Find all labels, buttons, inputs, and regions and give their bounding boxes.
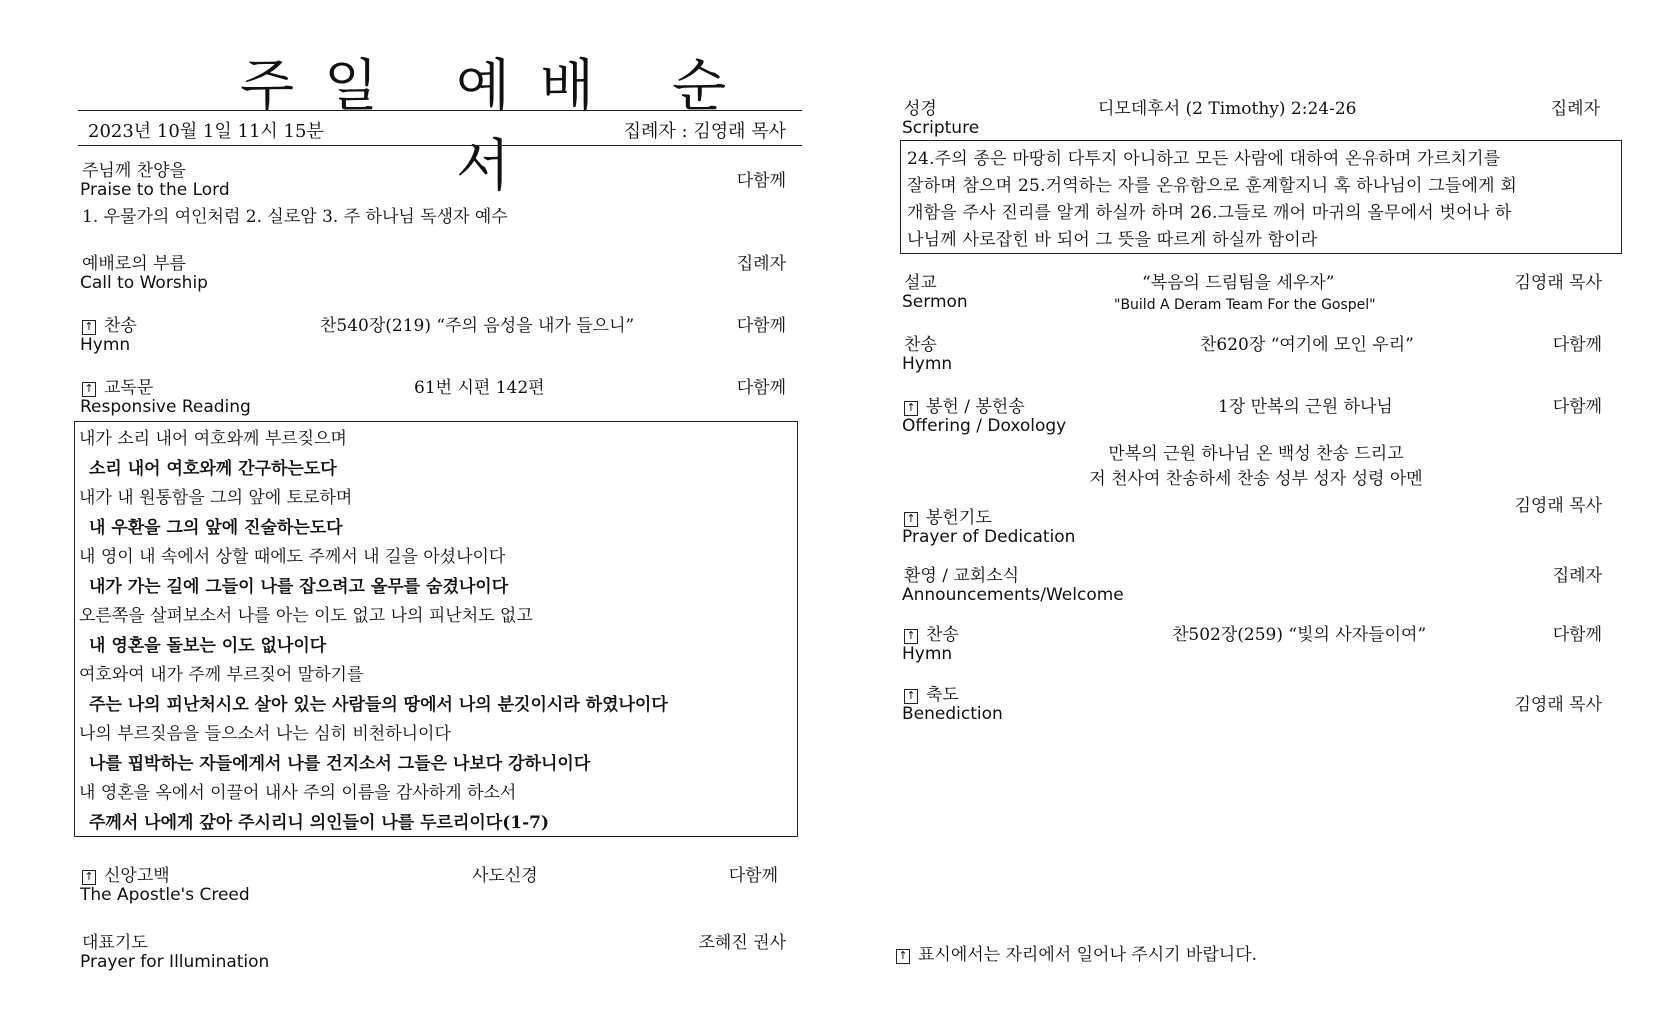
service-date: 2023년 10월 1일 11시 15분 — [88, 121, 324, 142]
reading-line: 나를 핍박하는 자들에게서 나를 건지소서 그들은 나보다 강하니이다 — [89, 754, 591, 774]
item-title-ko-text: 교독문 — [104, 378, 154, 398]
item-title-en: Praise to the Lord — [80, 180, 230, 200]
reading-line: 내가 가는 길에 그들이 나를 잡으려고 올무를 숨겼나이다 — [89, 577, 509, 597]
reading-line: 내 영혼을 돌보는 이도 없나이다 — [89, 636, 327, 656]
item-leader: 김영래 목사 — [1514, 695, 1602, 715]
reading-line: 내 영혼을 옥에서 이끌어 내사 주의 이름을 감사하게 하소서 — [79, 783, 517, 803]
standing-footnote — [896, 940, 1257, 965]
item-detail: 찬620장 “여기에 모인 우리” — [1200, 335, 1414, 355]
doxology-lyrics — [900, 442, 1612, 492]
item-title-ko: 찬송 — [904, 335, 937, 355]
item-title-ko-text: 봉헌기도 — [926, 508, 992, 528]
item-title-en: The Apostle's Creed — [80, 885, 250, 905]
item-title-ko: 주님께 찬양을 — [82, 161, 186, 181]
reading-line: 나의 부르짖음을 들으소서 나는 심히 비천하니이다 — [79, 724, 451, 744]
item-title-ko-text: 축도 — [926, 685, 959, 705]
item-title-ko: 설교 — [904, 273, 937, 293]
reading-line: 내가 내 원통함을 그의 앞에 토로하며 — [79, 488, 353, 508]
item-title-ko-text: 찬송 — [926, 625, 959, 645]
item-title-en: Benediction — [902, 704, 1003, 724]
item-title-en: Prayer for Illumination — [80, 952, 270, 972]
item-leader: 집례자 — [1552, 566, 1602, 586]
reading-line: 내 영이 내 속에서 상할 때에도 주께서 내 길을 아셨나이다 — [79, 547, 506, 567]
reading-line: 여호와여 내가 주께 부르짖어 말하기를 — [79, 665, 364, 685]
reading-line: 주는 나의 피난처시오 살아 있는 사람들의 땅에서 나의 분깃이시라 하였나이다 — [89, 695, 668, 715]
item-title-ko — [904, 508, 992, 528]
item-title-en: Responsive Reading — [80, 397, 251, 417]
up-arrow-box-icon: ↑ — [904, 401, 918, 416]
item-title-ko: 예배로의 부름 — [82, 254, 186, 274]
scripture-line: 24.주의 종은 마땅히 다투지 아니하고 모든 사람에 대하여 온유하며 가르치기를 — [907, 149, 1501, 169]
item-leader: 김영래 목사 — [1514, 496, 1602, 516]
footnote-text: 표시에서는 자리에서 일어나 주시기 바랍니다. — [918, 945, 1258, 965]
up-arrow-box-icon: ↑ — [904, 689, 918, 704]
reading-line: 오른쪽을 살펴보소서 나를 아는 이도 없고 나의 피난처도 없고 — [79, 606, 533, 626]
item-leader: 집례자 — [736, 254, 786, 274]
item-detail: 찬540장(219) “주의 음성을 내가 들으니” — [320, 316, 635, 336]
item-detail: 1장 만복의 근원 하나님 — [1218, 397, 1393, 417]
item-leader: 김영래 목사 — [1514, 273, 1602, 293]
up-arrow-box-icon: ↑ — [896, 949, 910, 964]
item-title-en: Sermon — [902, 292, 968, 312]
up-arrow-box-icon: ↑ — [904, 512, 918, 527]
item-title-ko-text: 신앙고백 — [104, 866, 170, 886]
item-detail: 61번 시편 142편 — [414, 378, 545, 398]
item-title-en: Scripture — [902, 118, 980, 138]
presider: 집례자 : 김영래 목사 — [623, 121, 786, 142]
item-title-ko-text: 봉헌 / 봉헌송 — [926, 397, 1025, 417]
item-title-ko — [904, 685, 959, 705]
item-title-en: Prayer of Dedication — [902, 527, 1076, 547]
item-leader: 다함께 — [1552, 625, 1602, 645]
up-arrow-box-icon: ↑ — [82, 320, 96, 335]
up-arrow-box-icon: ↑ — [82, 870, 96, 885]
page-title: 주일 예배 순서 — [239, 54, 757, 199]
reading-line: 내가 소리 내어 여호와께 부르짖으며 — [79, 429, 347, 449]
scripture-line: 나님께 사로잡힌 바 되어 그 뜻을 따르게 하실까 함이라 — [907, 230, 1318, 250]
reading-line: 주께서 나에게 갚아 주시리니 의인들이 나를 두르리이다(1-7) — [89, 813, 550, 833]
item-detail: 디모데후서 (2 Timothy) 2:24-26 — [1098, 99, 1357, 119]
item-leader: 다함께 — [1552, 397, 1602, 417]
item-title-ko — [82, 866, 170, 886]
item-leader: 다함께 — [736, 378, 786, 398]
item-leader: 다함께 — [1552, 335, 1602, 355]
item-leader: 다함께 — [736, 316, 786, 336]
sermon-title-en: "Build A Deram Team For the Gospel" — [1114, 297, 1376, 313]
item-detail: 사도신경 — [472, 866, 538, 886]
item-title-ko — [82, 378, 153, 398]
item-title-ko — [904, 625, 959, 645]
reading-line: 소리 내어 여호와께 간구하는도다 — [89, 459, 337, 479]
scripture-text-box — [900, 140, 1622, 254]
responsive-reading-box — [74, 421, 798, 837]
item-title-en: Hymn — [902, 644, 953, 664]
item-leader: 집례자 — [1550, 99, 1600, 119]
item-leader: 다함께 — [728, 866, 778, 886]
sermon-title: “복음의 드림팀을 세우자” — [1142, 273, 1335, 293]
item-title-en: Announcements/Welcome — [902, 585, 1124, 605]
item-detail: 찬502장(259) “빛의 사자들이여” — [1172, 625, 1427, 645]
item-title-ko: 대표기도 — [82, 933, 148, 953]
item-title-ko-text: 찬송 — [104, 316, 137, 336]
lyric-line: 저 천사여 찬송하세 찬송 성부 성자 성령 아멘 — [1089, 469, 1423, 489]
item-title-ko: 성경 — [904, 99, 937, 119]
reading-line: 내 우환을 그의 앞에 진술하는도다 — [89, 518, 343, 538]
lyric-line: 만복의 근원 하나님 온 백성 찬송 드리고 — [1108, 444, 1404, 464]
item-leader: 조혜진 권사 — [698, 933, 786, 953]
date-line — [78, 110, 802, 146]
scripture-line: 잘하며 참으며 25.거역하는 자를 온유함으로 훈계할지니 혹 하나님이 그들에게 회 — [907, 176, 1517, 196]
praise-songs: 1. 우물가의 여인처럼 2. 실로암 3. 주 하나님 독생자 예수 — [82, 207, 508, 227]
item-title-en: Call to Worship — [80, 273, 208, 293]
item-title-en: Offering / Doxology — [902, 416, 1067, 436]
item-title-ko — [904, 397, 1025, 417]
up-arrow-box-icon: ↑ — [82, 382, 96, 397]
item-title-en: Hymn — [902, 354, 953, 374]
up-arrow-box-icon: ↑ — [904, 629, 918, 644]
scripture-line: 개함을 주사 진리를 알게 하실까 하며 26.그들로 깨어 마귀의 올무에서 벗어나 하 — [907, 203, 1512, 223]
item-title-ko: 환영 / 교회소식 — [904, 566, 1020, 586]
item-leader: 다함께 — [736, 171, 786, 191]
item-title-ko — [82, 316, 137, 336]
item-title-en: Hymn — [80, 335, 131, 355]
